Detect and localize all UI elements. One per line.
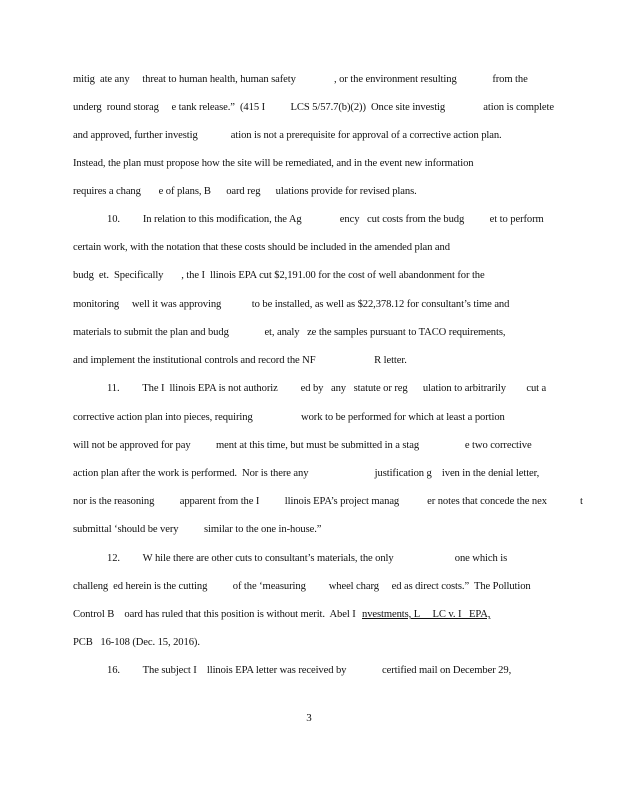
paragraph-10-start: 10. In relation to this modification, the Ag ency cut costs from the budg et to perform — [107, 214, 544, 225]
paragraph-12-start: 12. W hile there are other cuts to consultant’s materials, the only one which is — [107, 553, 508, 564]
text-line: certain work, with the notation that these costs should be included in the amended plan and — [73, 242, 450, 253]
text-line: requires a chang e of plans, B oard reg ulations provide for revised plans. — [73, 186, 417, 197]
page-number: 3 — [306, 712, 312, 724]
paragraph-16-start: 16. The subject I llinois EPA letter was received by certified mail on December 29, — [107, 665, 512, 676]
text-line: Instead, the plan must propose how the site will be remediated, and in the event new information — [73, 158, 474, 169]
text-line: PCB 16-108 (Dec. 15, 2016). — [73, 637, 200, 648]
case-citation: nvestments, L LC v. I EPA, — [362, 609, 491, 620]
text-line: corrective action plan into pieces, requiring work to be performed for which at least a portion — [73, 412, 505, 423]
text-line: challeng ed herein is the cutting of the ‘measuring wheel charg ed as direct costs.” The Pollution — [73, 581, 531, 592]
paragraph-11-start: 11. The I llinois EPA is not authoriz ed by any statute or reg ulation to arbitrarily cut a — [107, 383, 547, 394]
text-line: mitig ate any threat to human health, human safety , or the environment resulting from the — [73, 74, 528, 85]
text-line: action plan after the work is performed. Nor is there any justification g iven in the denial letter, — [73, 468, 540, 479]
text-line: will not be approved for pay ment at this time, but must be submitted in a stag e two corrective — [73, 440, 532, 451]
text-line: and approved, further investig ation is not a prerequisite for approval of a corrective action plan. — [73, 130, 502, 141]
text-line: Control B oard has ruled that this position is without merit. Abel I — [73, 609, 356, 620]
text-line: budg et. Specifically , the I llinois EPA cut $2,191.00 for the cost of well abandonment for the — [73, 270, 485, 281]
text-line: submittal ‘should be very similar to the one in-house.” — [73, 524, 322, 535]
text-line: underg round storag e tank release.” (415 I LCS 5/57.7(b)(2)) Once site investig ation is complete — [73, 102, 554, 113]
text-line: materials to submit the plan and budg et, analy ze the samples pursuant to TACO requirements, — [73, 327, 506, 338]
text-line: and implement the institutional controls and record the NF R letter. — [73, 355, 407, 366]
text-line: monitoring well it was approving to be installed, as well as $22,378.12 for consultant’s time and — [73, 299, 510, 310]
text-line: nor is the reasoning apparent from the I llinois EPA’s project manag er notes that concede the nex t — [73, 496, 583, 507]
